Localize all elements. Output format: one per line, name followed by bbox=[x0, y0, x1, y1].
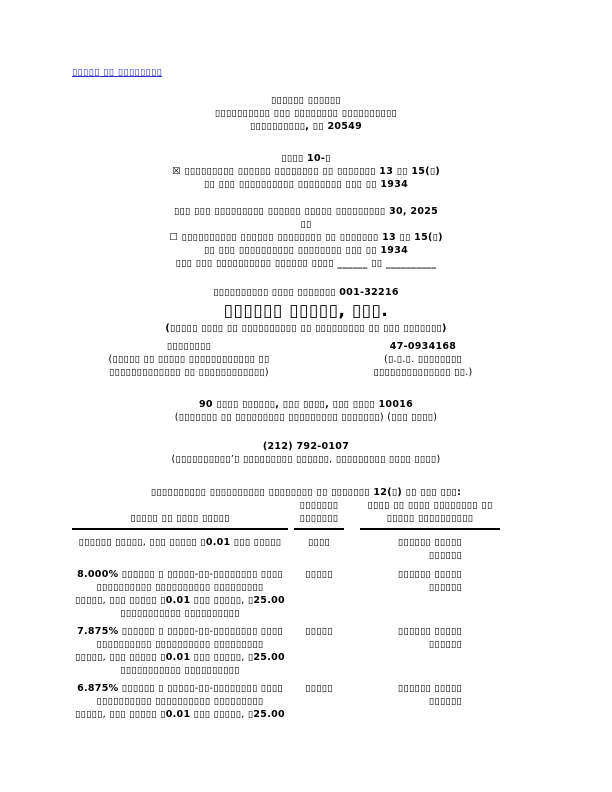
security-title-line: ▯▯▯▯▯▯▯▯▯▯▯ ▯▯▯▯▯▯▯▯▯▯ bbox=[120, 608, 240, 619]
transition-period-line: ▯▯▯ ▯▯▯ ▯▯▯▯▯▯▯▯▯▯ ▯▯▯▯▯▯ ▯▯▯▯ ______ ▯▯ __________ bbox=[175, 258, 437, 269]
quarterly-report-checkbox-line: ☒ ▯▯▯▯▯▯▯▯▯ ▯▯▯▯▯▯ ▯▯▯▯▯▯▯▯ ▯▯ ▯▯▯▯▯▯▯ 13 ▯▯ 15(▯) bbox=[171, 166, 441, 177]
security-title-line: ▯▯▯▯▯▯ ▯▯▯▯▯, ▯▯▯ ▯▯▯▯▯ ▯0.01 ▯▯▯ ▯▯▯▯▯ bbox=[78, 537, 282, 548]
header-col2-line2: ▯▯▯▯▯▯▯ bbox=[299, 513, 339, 524]
sec-header-line3: ▯▯▯▯▯▯▯▯▯▯, ▯▯ 20549 bbox=[249, 121, 362, 132]
ein-caption-line2: ▯▯▯▯▯▯▯▯▯▯▯▯▯▯ ▯▯.) bbox=[373, 367, 473, 378]
security-title-cell bbox=[72, 568, 288, 620]
ein-column bbox=[306, 340, 540, 379]
form-title: ▯▯▯▯ 10-▯ bbox=[281, 153, 331, 164]
header-col3-line1: ▯▯▯▯ ▯▯ ▯▯▯▯ ▯▯▯▯▯▯▯▯ ▯▯ bbox=[367, 500, 493, 511]
ticker-symbol-cell: ▯▯▯▯▯ bbox=[305, 569, 333, 580]
ticker-symbol-cell: ▯▯▯▯▯ bbox=[305, 626, 333, 637]
sec-header-line2: ▯▯▯▯▯▯▯▯▯▯ ▯▯▯ ▯▯▯▯▯▯▯▯ ▯▯▯▯▯▯▯▯▯▯ bbox=[214, 108, 398, 119]
security-title-line: ▯▯▯▯▯▯▯▯▯▯ ▯▯▯▯▯▯▯▯▯▯ ▯▯▯▯▯▯▯▯▯ bbox=[96, 582, 264, 593]
security-title-line: ▯▯▯▯▯, ▯▯▯ ▯▯▯▯▯ ▯0.01 ▯▯▯ ▯▯▯▯▯, ▯25.00 bbox=[75, 709, 285, 720]
state-caption-line2: ▯▯▯▯▯▯▯▯▯▯▯▯▯ ▯▯ ▯▯▯▯▯▯▯▯▯▯▯▯) bbox=[109, 367, 269, 378]
exchange-line1: ▯▯▯▯▯▯ ▯▯▯▯▯ bbox=[397, 683, 463, 694]
table-row bbox=[72, 568, 540, 620]
state-caption-line1: (▯▯▯▯▯ ▯▯ ▯▯▯▯▯ ▯▯▯▯▯▯▯▯▯▯▯▯ ▯▯ bbox=[108, 354, 270, 365]
header-col1-line: ▯▯▯▯▯ ▯▯ ▯▯▯▯ ▯▯▯▯▯ bbox=[130, 513, 230, 524]
phone-number: (212) 792-0107 bbox=[262, 441, 350, 452]
company-name: ▯▯▯▯▯▯ ▯▯▯▯▯, ▯▯▯. bbox=[223, 301, 389, 321]
table-row bbox=[72, 625, 540, 677]
security-title-cell bbox=[72, 536, 288, 549]
table-row bbox=[72, 536, 540, 562]
exchange-line2: ▯▯▯▯▯▯ bbox=[428, 696, 463, 707]
header-exchange-name bbox=[360, 499, 500, 530]
header-trading-symbol bbox=[294, 499, 344, 530]
exchange-line2: ▯▯▯▯▯▯ bbox=[428, 550, 463, 561]
security-title-line: ▯▯▯▯▯▯▯▯▯▯ ▯▯▯▯▯▯▯▯▯▯ ▯▯▯▯▯▯▯▯▯ bbox=[96, 696, 264, 707]
security-title-line: ▯▯▯▯▯, ▯▯▯ ▯▯▯▯▯ ▯0.01 ▯▯▯ ▯▯▯▯▯, ▯25.00 bbox=[75, 595, 285, 606]
exact-name-caption: (▯▯▯▯▯ ▯▯▯▯ ▯▯ ▯▯▯▯▯▯▯▯▯▯ ▯▯ ▯▯▯▯▯▯▯▯▯ ▯▯ ▯▯▯ ▯▯▯▯▯▯▯) bbox=[165, 323, 447, 334]
exchange-cell bbox=[360, 568, 500, 594]
or-label: ▯▯ bbox=[300, 219, 312, 230]
phone-caption: (▯▯▯▯▯▯▯▯▯▯’▯ ▯▯▯▯▯▯▯▯▯ ▯▯▯▯▯▯, ▯▯▯▯▯▯▯▯▯ ▯▯▯▯ ▯▯▯▯) bbox=[171, 454, 441, 465]
table-of-contents-link[interactable]: ▯▯▯▯▯ ▯▯ ▯▯▯▯▯▯▯▯ bbox=[72, 67, 163, 78]
security-title-line: ▯▯▯▯▯▯▯▯▯▯▯ ▯▯▯▯▯▯▯▯▯▯ bbox=[120, 665, 240, 676]
exchange-line1: ▯▯▯▯▯▯ ▯▯▯▯▯ bbox=[397, 569, 463, 580]
state-column bbox=[72, 340, 306, 379]
table-row bbox=[72, 682, 540, 721]
sec-header-line1: ▯▯▯▯▯▯ ▯▯▯▯▯▯ bbox=[271, 95, 341, 106]
security-title-cell bbox=[72, 682, 288, 721]
security-title-line: 7.875% ▯▯▯▯▯▯ ▯ ▯▯▯▯▯-▯▯-▯▯▯▯▯▯▯▯ ▯▯▯▯ bbox=[77, 626, 283, 637]
securities-12b-intro: ▯▯▯▯▯▯▯▯▯▯ ▯▯▯▯▯▯▯▯▯▯ ▯▯▯▯▯▯▯▯ ▯▯ ▯▯▯▯▯▯▯ 12(▯) ▯▯ ▯▯▯ ▯▯▯: bbox=[150, 487, 462, 498]
header-col2-line1: ▯▯▯▯▯▯▯ bbox=[299, 500, 339, 511]
toc-link-row bbox=[72, 66, 540, 79]
ticker-symbol-cell: ▯▯▯▯ bbox=[307, 537, 331, 548]
form-type-block bbox=[72, 152, 540, 191]
sec-header-block bbox=[72, 94, 540, 133]
security-title-line: 8.000% ▯▯▯▯▯▯ ▯ ▯▯▯▯▯-▯▯-▯▯▯▯▯▯▯▯ ▯▯▯▯ bbox=[77, 569, 283, 580]
header-col3-line2: ▯▯▯▯▯ ▯▯▯▯▯▯▯▯▯▯ bbox=[386, 513, 474, 524]
act-line-1: ▯▯ ▯▯▯ ▯▯▯▯▯▯▯▯▯▯ ▯▯▯▯▯▯▯▯ ▯▯▯ ▯▯ 1934 bbox=[203, 179, 409, 190]
ein-caption-line1: (▯.▯.▯. ▯▯▯▯▯▯▯▯ bbox=[383, 354, 463, 365]
security-title-line: 6.875% ▯▯▯▯▯▯ ▯ ▯▯▯▯▯-▯▯-▯▯▯▯▯▯▯▯ ▯▯▯▯ bbox=[77, 683, 283, 694]
address-line: 90 ▯▯▯▯ ▯▯▯▯▯▯, ▯▯▯ ▯▯▯▯, ▯▯▯ ▯▯▯▯ 10016 bbox=[198, 399, 414, 410]
security-title-line: ▯▯▯▯▯▯▯▯▯▯ ▯▯▯▯▯▯▯▯▯▯ ▯▯▯▯▯▯▯▯▯ bbox=[96, 639, 264, 650]
exchange-cell bbox=[360, 625, 500, 651]
exchange-line2: ▯▯▯▯▯▯ bbox=[428, 582, 463, 593]
period-block bbox=[72, 205, 540, 270]
quarterly-period-line: ▯▯▯ ▯▯▯ ▯▯▯▯▯▯▯▯▯ ▯▯▯▯▯▯ ▯▯▯▯▯ ▯▯▯▯▯▯▯▯▯ 30, 2025 bbox=[173, 206, 439, 217]
ein-number: 47-0934168 bbox=[389, 341, 457, 352]
act-line-2: ▯▯ ▯▯▯ ▯▯▯▯▯▯▯▯▯▯ ▯▯▯▯▯▯▯▯ ▯▯▯ ▯▯ 1934 bbox=[203, 245, 409, 256]
exchange-cell bbox=[360, 536, 500, 562]
address-caption: (▯▯▯▯▯▯▯ ▯▯ ▯▯▯▯▯▯▯▯▯ ▯▯▯▯▯▯▯▯▯ ▯▯▯▯▯▯▯) (▯▯▯ ▯▯▯▯) bbox=[174, 412, 438, 423]
securities-table-header bbox=[72, 499, 540, 530]
state-of-incorporation: ▯▯▯▯▯▯▯▯ bbox=[166, 341, 212, 352]
state-ein-section bbox=[72, 340, 540, 379]
exchange-cell bbox=[360, 682, 500, 708]
ticker-symbol-cell: ▯▯▯▯▯ bbox=[305, 683, 333, 694]
security-title-line: ▯▯▯▯▯, ▯▯▯ ▯▯▯▯▯ ▯0.01 ▯▯▯ ▯▯▯▯▯, ▯25.00 bbox=[75, 652, 285, 663]
transition-report-checkbox-line: ☐ ▯▯▯▯▯▯▯▯▯▯ ▯▯▯▯▯▯ ▯▯▯▯▯▯▯▯ ▯▯ ▯▯▯▯▯▯▯ 13 ▯▯ 15(▯) bbox=[169, 232, 443, 243]
exchange-line1: ▯▯▯▯▯▯ ▯▯▯▯▯ bbox=[397, 626, 463, 637]
commission-file-line: ▯▯▯▯▯▯▯▯▯▯ ▯▯▯▯ ▯▯▯▯▯▯▯ 001-32216 bbox=[213, 287, 399, 298]
security-title-cell bbox=[72, 625, 288, 677]
exchange-line1: ▯▯▯▯▯▯ ▯▯▯▯▯ bbox=[397, 537, 463, 548]
exchange-line2: ▯▯▯▯▯▯ bbox=[428, 639, 463, 650]
header-title-of-each-class bbox=[72, 512, 288, 530]
